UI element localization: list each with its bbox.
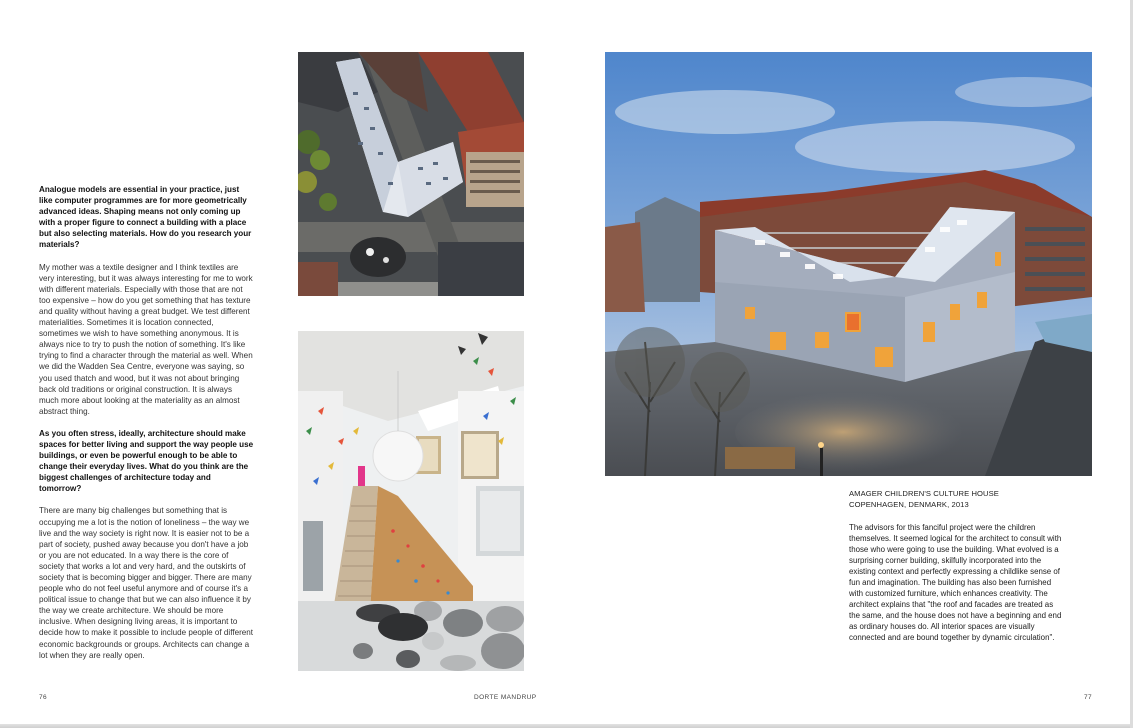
caption-title-line-1: AMAGER CHILDREN'S CULTURE HOUSE [849,489,999,498]
interior-photo [298,331,524,671]
aerial-photo [298,52,524,296]
page-edge-bottom [0,724,1133,728]
running-footer: DORTE MANDRUP [474,694,537,701]
photo-caption [849,488,1064,643]
interview-question-1: Analogue models are essential in your practice, just like computer programmes are for more geometrically advanced ideas. Shaping means not only coming up with a proper figure to connect a building with a place but also selecting materials. How do you research your materials? [39,185,252,250]
interview-answer-1: My mother was a textile designer and I think textiles are very interesting, but it was always interesting for me to work with different materials. Especially with those that are not too expensive – how do you get something that has texture and quality without having a great budget. We test different materialities. Sometimes it is location connected, sometimes we wish to have something anonymous. It is always nice to try to push the notion of something. It's like trying to find a character through the material as well. When we did the Wadden Sea Centre, everyone was saying, so you used thatch and wood, but it was not about bringing back old traditions or original construction. It is always much more about looking at the materiality as an almost abstract thing. [39,262,253,416]
page-number-right: 77 [1084,694,1093,701]
interview-question-2: As you often stress, ideally, architecture should make spaces for better living and support the way people use buildings, or even be powerful enough to be able to change their everyday lives. What do you think are the biggest challenges of architecture today and tomorrow? [39,428,254,494]
interview-text-column [39,184,254,672]
page-number-left: 76 [39,694,48,701]
caption-title-line-2: COPENHAGEN, DENMARK, 2013 [849,500,969,509]
interview-answer-2: There are many big challenges but something that is occupying me a lot is the notion of loneliness – the way we live and the way society is right now. It is easier not to be a part of society, pushed away because you don't have a job or you are not educated. In a way there is the core of society that works a lot and very hard, and the outskirts of society that is becoming bigger and bigger. There are many people who do not feel useful anymore and of course it's a political issue to change that but we can also influence it by the way we create architecture. We should be more inclusive. When designing living areas, it is important to decide how to make it possible to include people of different economic backgrounds or groups. Architects can change a lot when they are really open. [39,506,254,660]
exterior-dusk-photo [605,52,1092,476]
caption-body: The advisors for this fanciful project were the children themselves. It seemed logical for the architect to consult with those who were going to use the building. What evolved is a surprising corner building, skilfully incorporated into the existing context and perfectly expressing a childlike sense of fun and imagination. The building has also been furnished with customized furniture, which enhances creativity. The architect explains that "the roof and facades are treated as the same, and the house does not have a beginning and end as ordinary houses do. All interior spaces are visually connected and are bound together by dynamic circulation". [849,523,1062,642]
